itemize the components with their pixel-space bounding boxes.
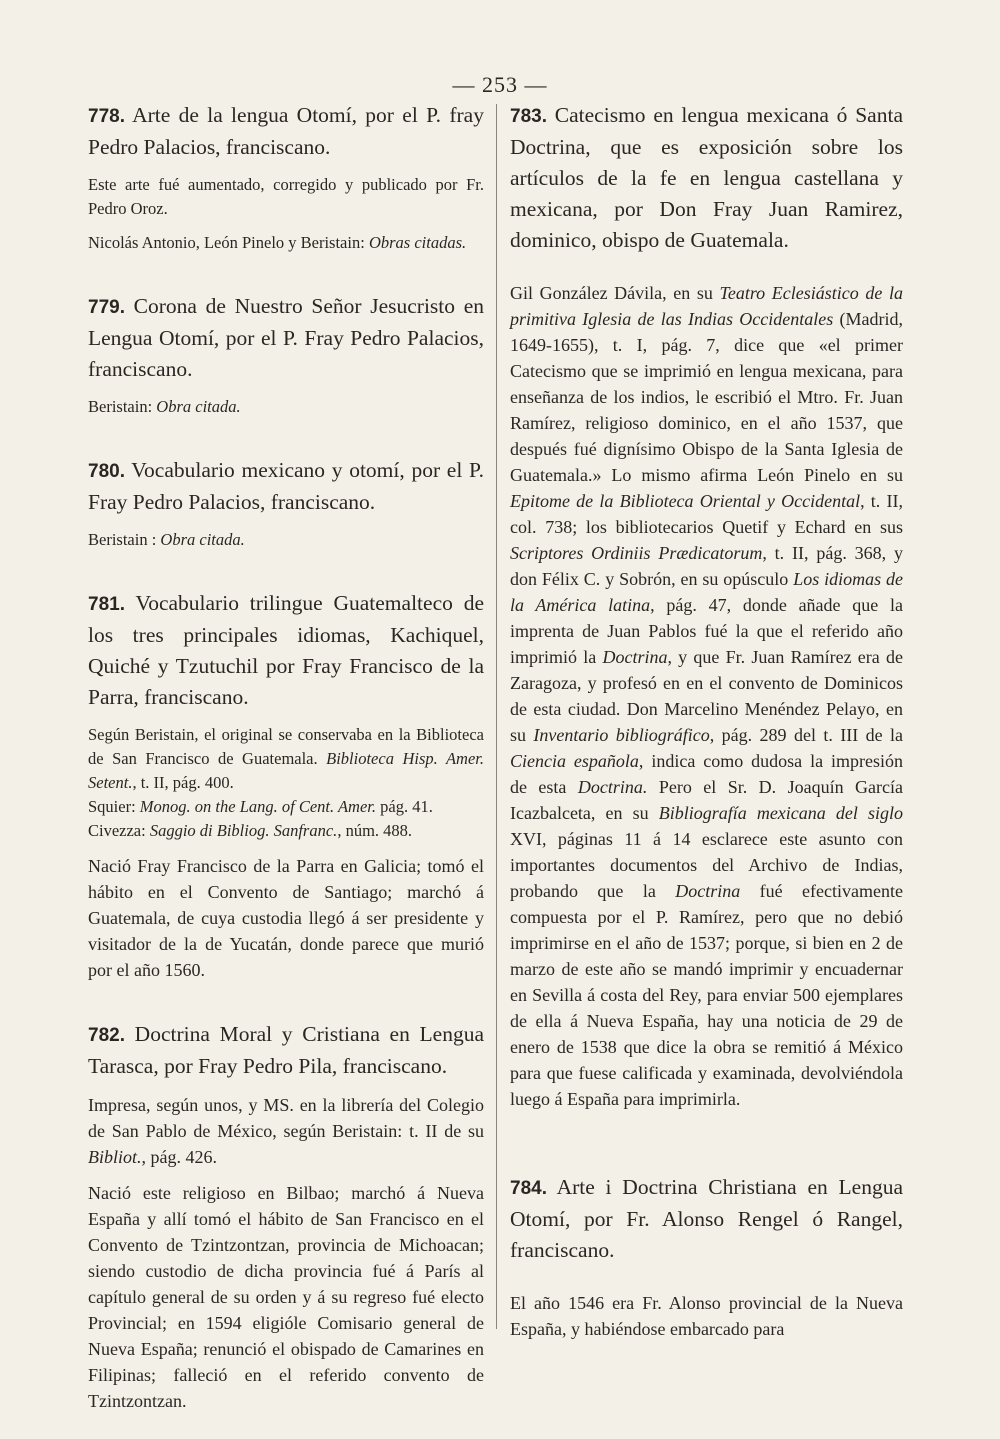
entry-number: 781. [88,594,125,615]
ref-text: Beristain : [88,530,161,549]
entry-782 [88,1019,484,1414]
body-text: Impresa, según unos, y MS. en la librería del Colegio de San Pablo de México, según Beristain: t. II de su [88,1095,484,1141]
entry-heading [88,588,484,713]
ref-italic: Obra citada. [160,530,245,549]
body-italic: Epitome de la Biblioteca Oriental y Occidental [510,491,861,511]
note-italic: Saggio di Bibliog. Sanfranc. [149,821,338,840]
entry-body: El año 1546 era Fr. Alonso provincial de la Nueva España, y habiéndose embarcado para [510,1293,903,1339]
entry-reference [88,231,484,255]
column-divider [496,104,497,1329]
note-text: , núm. 488. [337,821,413,840]
entry-heading [88,100,484,163]
note-text: pág. 41. [376,797,433,816]
entry-title: Arte i Doctrina Christiana en Lengua Otomí, por Fr. Alonso Rengel ó Rangel, franciscano. [510,1175,903,1262]
body-text: , t. II, pág. 368, y don Félix C. y Sobrón, en su opúsculo [510,543,903,589]
body-text: , pág. 47, donde añade que la imprenta de Juan Pablos fué la que el referido año imprimió la [510,595,903,667]
body-text: , pág. 426. [141,1147,217,1167]
note-italic: Biblioteca Hisp. Amer. Setent. [88,749,484,792]
entry-title: Doctrina Moral y Cristiana en Lengua Tarasca, por Fray Pedro Pila, franciscano. [88,1022,484,1078]
entry-780 [88,455,484,552]
entry-783 [510,100,903,1112]
entry-reference [88,395,484,419]
entry-heading [510,1172,903,1266]
body-text: , pág. 289 del t. III de la [709,725,903,745]
entry-781 [88,588,484,983]
entry-779 [88,291,484,419]
body-italic: Doctrina. [577,777,648,797]
body-italic: Scriptores Ordiniis Prædicatorum [510,543,763,563]
note-text: Civezza: [88,821,150,840]
entry-body [510,280,903,1112]
body-italic: Bibliot. [88,1147,142,1167]
entry-title: Corona de Nuestro Señor Jesucristo en Lengua Otomí, por el P. Fray Pedro Palacios, franciscano. [88,294,484,381]
ref-italic: Obras citadas. [368,233,467,252]
entry-number: 782. [88,1025,125,1046]
body-italic: Doctrina [675,881,741,901]
entry-body: Nació este religioso en Bilbao; marchó á Nueva España y allí tomó el hábito de San Francisco en el Convento de Tzintzontzan, provincia de Michoacan; siendo custodio de dicha provincia fué á París al capítulo general de su orden y á su regreso fué electo Provincial; en 1594 eligióle Comisario general de Nueva España; renunció el obispado de Camarines en Filipinas; falleció en el referido convento de Tzintzontzan. [88,1183,484,1411]
body-italic: Bibliografía mexicana del siglo [658,803,903,823]
ref-italic: Obra citada. [156,397,241,416]
entry-number: 779. [88,297,125,318]
entry-heading [88,455,484,518]
entry-body [88,1092,484,1170]
entry-title: Arte de la lengua Otomí, por el P. fray Pedro Palacios, franciscano. [88,103,484,159]
note-italic: Monog. on the Lang. of Cent. Amer. [139,797,376,816]
note-text: Según Beristain, el original se conservaba en la Biblioteca de San Francisco de Guatemala. [88,725,484,768]
left-column [88,100,484,1414]
entry-heading [510,100,903,256]
body-text: XVI, páginas 11 á 14 esclarece este asunto con importantes documentos del Archivo de Indias, probando que la [510,829,903,901]
entry-title: Catecismo en lengua mexicana ó Santa Doctrina, que es exposición sobre los artículos de la fe en lengua castellana y mexicana, por Don Fray Juan Ramirez, dominico, obispo de Guatemala. [510,103,903,252]
entry-heading [88,1019,484,1082]
ref-text: Beristain: [88,397,157,416]
ref-text: Nicolás Antonio, León Pinelo y Beristain: [88,233,369,252]
body-italic: Doctrina [602,647,668,667]
body-italic: Inventario bibliográfico [533,725,710,745]
entry-title: Vocabulario trilingue Guatemalteco de los tres principales idiomas, Kachiquel, Quiché y Tzutuchil por Fray Francisco de la Parra, franciscano. [88,591,484,709]
body-text: Gil González Dávila, en su [510,283,720,303]
note-text: Squier: [88,797,140,816]
note-text: , t. II, pág. 400. [132,773,234,792]
entry-note: Este arte fué aumentado, corregido y publicado por Fr. Pedro Oroz. [88,175,484,218]
right-column [510,100,903,1342]
body-text: , t. II, col. 738; los bibliotecarios Quetif y Echard en sus [510,491,903,537]
body-italic: Teatro Eclesiástico de la primitiva Iglesia de las Indias Occidentales [510,283,903,329]
body-text: , y que Fr. Juan Ramírez era de Zaragoza, y profesó en en el convento de Dominicos de esta ciudad. Don Marcelino Menéndez Pelayo, en su [510,647,903,745]
entry-number: 780. [88,461,125,482]
entry-reference [88,528,484,552]
entry-title: Vocabulario mexicano y otomí, por el P. Fray Pedro Palacios, franciscano. [88,458,484,514]
body-italic: Los idiomas de la América latina [510,569,903,615]
entry-body: Nació Fray Francisco de la Parra en Galicia; tomó el hábito en el Convento de Santiago; marchó á Guatemala, de cuya custodia llegó á ser presidente y visitador de la de Yucatán, donde parece que murió por el año 1560. [88,856,484,980]
entry-784 [510,1172,903,1342]
entry-note [88,795,484,819]
entry-note [88,723,484,795]
entry-heading [88,291,484,385]
entry-note [88,819,484,843]
entry-number: 778. [88,106,125,127]
entry-number: 783. [510,106,547,127]
body-text: (Madrid, 1649-1655), t. I, pág. 7, dice que «el primer Catecismo que se imprimió en lengua mexicana, para enseñanza de los indios, le escribió el Mtro. Fr. Juan Ramírez, religioso dominico, en el año 1537, que después fué dignísimo Obispo de la Santa Iglesia de Guatemala.» Lo mismo afirma León Pinelo en su [510,309,903,485]
page-number: — 253 — [452,72,548,97]
body-italic: Ciencia española [510,751,639,771]
body-text: Pero el Sr. D. Joaquín García Icazbalceta, en su [510,777,903,823]
body-text: fué efectivamente compuesta por el P. Ramírez, pero que no debió imprimirse en el año de 1537; porque, si bien en 2 de marzo de este año se mandó imprimir y encuadernar en Sevilla á costa del Rey, para enviar 500 ejemplares de ella á Nueva España, hay una noticia de 29 de enero de 1538 que dice la obra se remitió á México para que fuese calificada y examinada, devolviéndola luego á España para imprimirla. [510,881,903,1109]
entry-number: 784. [510,1178,547,1199]
entry-778 [88,100,484,255]
body-text: , indica como dudosa la impresión de esta [510,751,904,797]
